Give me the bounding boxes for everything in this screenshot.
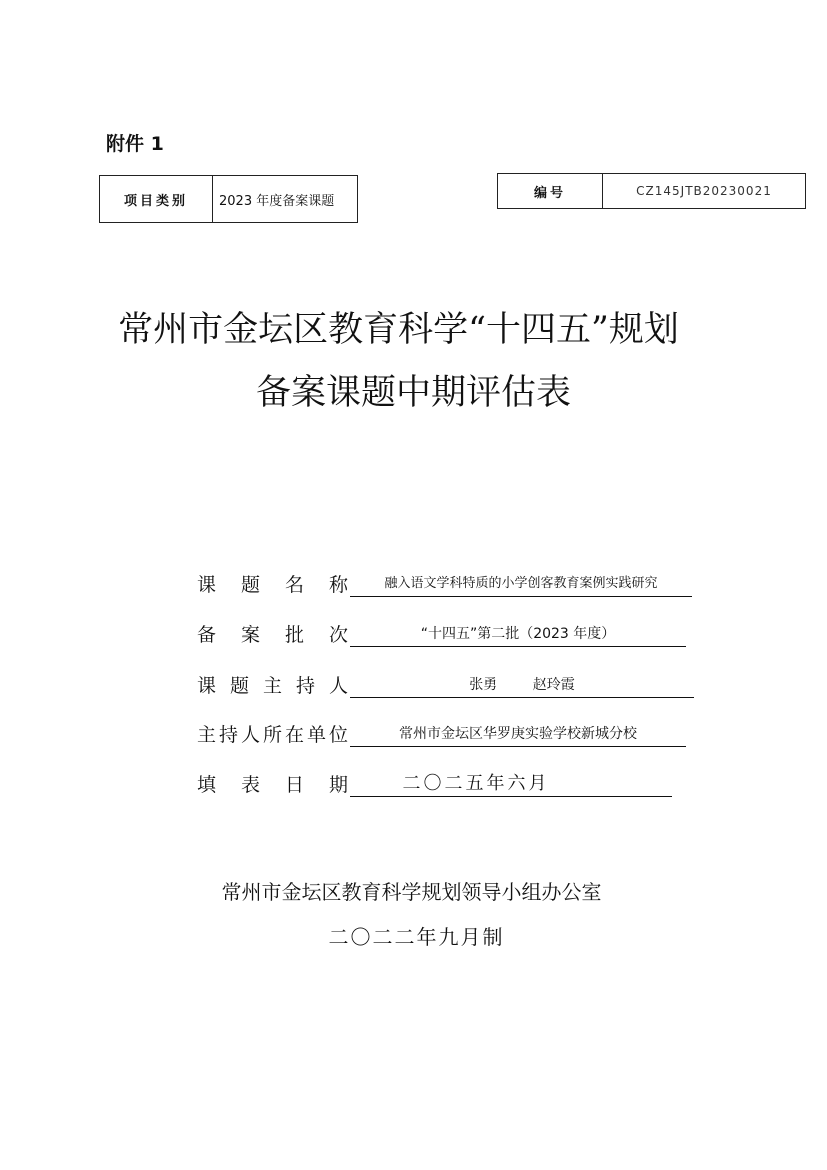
field-value-date: 二〇二五年六月 xyxy=(402,773,550,794)
attachment-label: 附件 1 xyxy=(106,133,164,155)
category-value: 2023 年度备案课题 xyxy=(213,176,358,223)
number-value: CZ145JTB20230021 xyxy=(603,174,806,209)
field-value-unit: 常州市金坛区华罗庚实验学校新城分校 xyxy=(399,726,637,742)
field-underline xyxy=(350,746,686,747)
title-line-1: 常州市金坛区教育科学“十四五”规划 xyxy=(118,310,679,350)
field-underline xyxy=(350,697,694,698)
field-underline xyxy=(350,796,672,797)
field-underline xyxy=(350,646,686,647)
title-line-2: 备案课题中期评估表 xyxy=(255,373,571,413)
field-value-host: 张勇 赵玲霞 xyxy=(469,677,575,693)
footer-date: 二〇二二年九月制 xyxy=(328,925,505,949)
field-value-batch: “十四五”第二批（2023 年度） xyxy=(420,626,616,642)
category-box xyxy=(99,175,358,223)
field-value-topic: 融入语文学科特质的小学创客教育案例实践研究 xyxy=(384,576,658,591)
category-label: 项目类别 xyxy=(100,176,213,223)
number-label: 编号 xyxy=(498,174,603,209)
number-box xyxy=(497,173,806,209)
field-underline xyxy=(350,596,692,597)
footer-org: 常州市金坛区教育科学规划领导小组办公室 xyxy=(221,880,602,904)
